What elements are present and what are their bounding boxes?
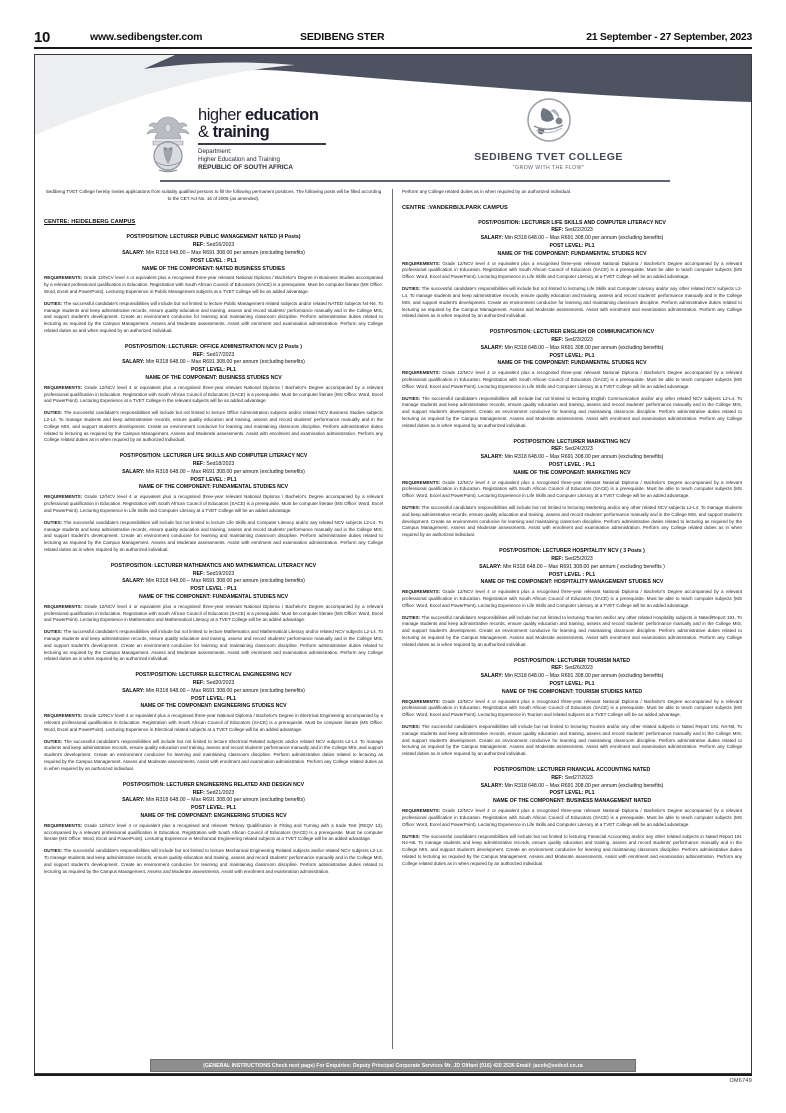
- job-duties-label: DUTIES:: [402, 614, 421, 620]
- job-duties-label: DUTIES:: [44, 848, 63, 854]
- job-duties: [402, 834, 742, 868]
- job-duties: [402, 286, 742, 320]
- job-salary-label: SALARY:: [122, 249, 145, 256]
- advert-body: [35, 189, 751, 1049]
- job-title: POST/POSITION: LECTURER ENGLISH OR COMMUNICATION NCV: [489, 329, 655, 336]
- job-ref-label: REF:: [192, 461, 205, 468]
- job-salary-value: Min R318 648.00 – Max R691 308.00 per annum (excluding benefits): [144, 797, 305, 804]
- job-duties: [44, 520, 383, 554]
- job-ref: [44, 242, 383, 250]
- job-requirements-label: REQUIREMENTS:: [402, 260, 441, 266]
- job-requirements-label: REQUIREMENTS:: [402, 479, 441, 485]
- job-component: NAME OF THE COMPONENT: FUNDAMENTAL STUDIES NCV: [497, 360, 647, 367]
- job-requirements-label: REQUIREMENTS:: [44, 494, 83, 500]
- dhet-department-block: [198, 148, 326, 173]
- job-post-level: POST LEVEL : PL1: [548, 462, 596, 469]
- job-salary: [44, 578, 383, 586]
- job-duties-label: DUTIES:: [44, 738, 63, 744]
- job-salary: [402, 673, 742, 681]
- job-requirements-text: Grade 12/NCV level 4 or equivalent plus a recognised three-year relevant National Diploma / Bachelor's Degree accompanied by a relevant professional qualification in Education. Registration with South African Council of Educators (SACE) is a prerequisite. Must be able to teach computer subjects (MS Office: Word, Excel and PowerPoint). Lecturing Experience in Life Skills and Computer Literacy at a TVET College will be an added advantage.: [402, 370, 742, 389]
- job-requirements: [44, 494, 383, 514]
- dhet-divider: [198, 143, 326, 145]
- job-requirements: [44, 275, 383, 295]
- job-requirements-label: REQUIREMENTS:: [402, 808, 441, 814]
- job-posting: [402, 329, 742, 429]
- job-ref-label: REF:: [551, 665, 564, 672]
- job-title: POST/POSITION: LECTURER TOURISM NATED: [514, 657, 630, 664]
- job-requirements-text: Grade 12/NCV level 4 or equivalent plus a recognised three-year relevant National Diploma / Bachelor's Degree accompanied by a relevant professional qualification in Education. Registration with South African Council of Educators (SACE) is a prerequisite. Must be computer literate (MS Office: Word, Excel and PowerPoint). Lecturing Experience in Life Skills and Computer Literacy at a TVET College will be an added advantage.: [44, 494, 383, 513]
- page-number: 10: [34, 28, 51, 46]
- job-duties-label: DUTIES:: [402, 286, 421, 292]
- job-salary: [402, 235, 742, 243]
- dhet-department-name: Higher Education and Training: [198, 156, 280, 164]
- job-requirements-text: Grade 12/NCV level 4 or equivalent plus a recognised three-year relevant National Diploma / Bachelor's Degree in Business Studies accompanied by a relevant professional qualification in Education. Registration with South African Council of Educators (SACE) is a prerequisite. Must be computer literate (MS Office: Word, Excel and PowerPoint). Lecturing Experience in Public Management subjects at a TVET College will be an added advantage.: [44, 275, 383, 294]
- job-salary-value: Min R318 648.00 – Max R691 308.00 per annum (excluding benefits): [144, 249, 305, 256]
- job-duties-text: The successful candidate's responsibilities will include but not limited to lecture Public Management related subjects and/or related NATED subjects N4-N6. To manage students and keep administrative records, ensure quality education and training, assess and record students' performance manually and in the College MIS, and support student's development. Create an environment conducive for learning and maintaining classroom discipline. Perform administrative duties related to lecturing as required by the Campus Management. Assess and Moderate assessments. Assist with enrolment and examination administration. Perform any College related duties as and when required by an authorized individual.: [44, 300, 383, 333]
- south-africa-coat-of-arms-icon: [145, 115, 191, 173]
- job-requirements-label: REQUIREMENTS:: [402, 370, 441, 376]
- job-ref: [44, 352, 383, 360]
- job-requirements-label: REQUIREMENTS:: [44, 822, 83, 828]
- job-ref-value: Sed18/2023: [204, 461, 235, 468]
- job-salary-value: Min R318 648.00 – Max R691 308.00 per annum (excluding benefits): [503, 344, 664, 351]
- job-requirements: [44, 604, 383, 624]
- job-duties-label: DUTIES:: [402, 724, 421, 730]
- job-salary-label: SALARY:: [480, 673, 504, 680]
- job-posting-header: [44, 563, 383, 602]
- job-salary-label: SALARY:: [122, 687, 145, 694]
- job-post-level: POST LEVEL: PL1: [549, 790, 595, 797]
- job-posting-header: [402, 658, 742, 697]
- job-posting: [402, 658, 742, 758]
- job-requirements-text: Grade 12/NCV level 4 or equivalent plus a recognised and relevant Tertiary Qualification in Fitting and Turning with a trade Test (REQV 13), accompanied by a relevant professional qualification in Education. Registration with South African Council of Educators (SACE) is a prerequisite. Must be computer literate (MS Office: Word, Excel and PowerPoint). Lecturing Experience in Mechanical Engineering related subjects at a TVET College will be an added advantage.: [44, 822, 383, 842]
- dhet-title-line1-bold: education: [240, 105, 319, 124]
- college-slogan: "GROW WITH THE FLOW": [512, 165, 585, 171]
- job-requirements-text: Grade 12/NCV level 4 or equivalent plus a recognised three-year National Diploma / Bachelor's Degree in Electrical Engineering accompanied by a relevant professional qualification in Education. Registration with South African Council of Educators (SACE) is a prerequisite. Must be computer literate (MS Office: Word, Excel and PowerPoint). Lecturing Experience in Electrical related subjects at a TVET College will be an added advantage.: [44, 713, 383, 732]
- intro-paragraph: Sedibeng TVET College hereby invites applications from suitably qualified persons to fill the following permanent positions. The following posts will be filled according to the CET Act No. 16 of 2006 (as amended).: [45, 189, 382, 201]
- job-duties: [402, 724, 742, 758]
- job-title: POST/POSITION: LECTURER ENGINEERING RELATED AND DESIGN NCV: [122, 781, 305, 788]
- job-posting: [402, 220, 742, 320]
- centre-heading-heidelberg: CENTRE: HEIDELBERG CAMPUS: [44, 219, 136, 226]
- job-ref-label: REF:: [551, 555, 564, 562]
- job-salary: [402, 564, 742, 572]
- job-post-level: POST LEVEL: PL1: [549, 243, 595, 250]
- job-requirements: [402, 261, 742, 281]
- job-component: NAME OF THE COMPONENT: HOSPITALITY MANAGEMENT STUDIES NCV: [480, 579, 664, 586]
- job-ref-label: REF:: [192, 789, 205, 796]
- job-component: NAME OF THE COMPONENT: ENGINEERING STUDIES NCV: [140, 703, 287, 710]
- job-salary: [44, 688, 383, 696]
- job-salary-label: SALARY:: [479, 563, 502, 570]
- job-posting: [44, 453, 383, 553]
- job-ref-label: REF:: [551, 336, 564, 343]
- left-centre-heading-wrap: [44, 210, 383, 234]
- job-ref: [402, 775, 742, 783]
- job-duties: [44, 629, 383, 663]
- job-ref: [402, 556, 742, 564]
- job-duties-text: The successful candidate's responsibilities will include but not limited to lecture Office Administration subjects and/or related NCV Business Studies subjects L2-L4. To manage students and keep administrative records, ensure quality education and training, assess and record students' performance manually and in the College MIS, and support student's development. Create an environment conducive for learning and maintaining classroom discipline. Perform administrative duties related to lecturing as required by the Campus Management. Assess and Moderate assessments. Assist with enrolment and examination administration. Perform any College related duties as in when required by an authorized individual.: [44, 410, 383, 443]
- job-posting: [44, 234, 383, 334]
- job-duties-text: The successful candidate's responsibilities will include but not limited to lecture Electrical Related subjects and/or related NCV subjects L2-L4. To manage students and keep administrative records, ensure quality education and training, assess and record students' performance manually and in the College MIS, and support student's development. Create an environment conducive for learning and maintaining classroom discipline. Perform administrative duties related to lecturing as required by the Campus Management. Assess and Moderate assessments. Assist with enrolment and examination administration. Perform any College related duties as in when required by an authorized individual.: [44, 738, 383, 771]
- masthead-publication-title: SEDIBENG STER: [300, 31, 385, 43]
- job-title: POST/POSITION: LECTURER LIFE SKILLS AND COMPUTER LITERACY NCV: [478, 219, 666, 226]
- job-ref-label: REF:: [551, 774, 564, 781]
- job-posting-header: [44, 234, 383, 273]
- job-posting-header: [44, 782, 383, 821]
- job-duties: [402, 615, 742, 649]
- job-title: POST/POSITION: LECTURER FINANCIAL ACCOUNTING NATED: [493, 767, 651, 774]
- job-duties: [44, 739, 383, 773]
- job-ref-label: REF:: [192, 680, 205, 687]
- centre-heading-vanderbijlpark: CENTRE :VANDERBIJLPARK CAMPUS: [402, 204, 508, 211]
- job-posting: [44, 672, 383, 772]
- job-requirements: [402, 808, 742, 828]
- left-post-list: [44, 234, 383, 875]
- job-ref-value: Sed21/2023: [204, 789, 235, 796]
- job-requirements: [44, 385, 383, 405]
- job-salary: [402, 783, 742, 791]
- job-post-level: POST LEVEL: PL1: [549, 680, 595, 687]
- dhet-title-line1: higher: [198, 105, 241, 124]
- job-ref: [402, 227, 742, 235]
- job-duties-text: The successful candidate's responsibilities will include but not limited to lecturing Financial Accounting and/or any other related subjects in Nated Report 191 N4-N6. To manage students and keep administrative records, ensure quality education and training, assess and record students' performance manually and in the College MIS, and support student's development. Create an environment conducive for learning and maintaining classroom discipline. Perform administrative duties related to lecturing as required by the Campus Management. Assess and Moderate assessments. Assist with enrolment and examination administration. Perform any College related duties as in when required by an authorized individual.: [402, 833, 742, 866]
- dhet-logo-block: [145, 107, 326, 173]
- job-duties-label: DUTIES:: [402, 395, 421, 401]
- job-salary-value: Min R318 648.00 – Max R691 308.00 per annum (excluding benefits): [503, 673, 664, 680]
- job-ref: [44, 571, 383, 579]
- job-post-level: POST LEVEL: PL1: [191, 805, 236, 812]
- job-ref: [44, 790, 383, 798]
- job-ref-value: Sed26/2023: [563, 665, 593, 672]
- job-title: POST/POSITION: LECTURER PUBLIC MANAGEMENT NATED (4 Posts): [126, 234, 301, 241]
- job-requirements: [402, 480, 742, 500]
- job-duties-text: The successful candidate's responsibilities will include but not limited to lecturing Life Skills and Computer Literacy and/or any other related NCV subjects L2-L4. To manage students and keep administrative records, ensure quality education and training, assess and record students' performance manually and in the College MIS, and support student's development. Create an environment conducive for learning and maintaining classroom discipline. Perform administrative duties related to lecturing as required by the Campus Management. Assess and Moderate assessments. Assist with enrolment and examination administration. Perform any College related duties as in when required by an authorized individual.: [402, 286, 742, 319]
- dhet-department-label: Department:: [198, 147, 232, 155]
- job-requirements-text: Grade 12/NCV level 4 or equivalent plus a recognised three-year relevant National Diploma / Bachelor's Degree accompanied by a relevant professional qualification in Education. Registration with South African Council of Educators (SACE) is a prerequisite. Must be able to teach computer subjects (MS Office: Word, Excel and PowerPoint). Lecturing Experience in Life Skills and Computer Literacy at a TVET College will be an added advantage.: [402, 479, 742, 499]
- job-title: POST/POSITION: LECTURER MARKETING NCV: [513, 438, 631, 445]
- dhet-title: [198, 107, 326, 141]
- job-posting: [402, 767, 742, 867]
- job-post-level: POST LEVEL : PL1: [190, 476, 237, 483]
- job-title: POST/POSITION: LECTURER HOSPITALITY NCV ( 3 Posts ): [499, 548, 645, 555]
- job-duties-label: DUTIES:: [44, 410, 63, 416]
- job-salary: [44, 469, 383, 477]
- sedibeng-college-mark-icon: [523, 94, 575, 146]
- masthead-divider: [34, 47, 752, 49]
- job-duties-text: The successful candidate's responsibilities will include but not limited to lecturing English Communication and/or any other related NCV subjects L2-L4. To manage students and keep administrative records, ensure quality education and training, assess and record students' performance manually and in the College MIS, and support student's development. Create an environment conducive for learning and maintaining classroom discipline. Perform administrative duties related to lecturing as required by the Campus Management. Assess and Moderate assessments. Assist with enrolment and examination administration. Perform any College related duties as in when required by an authorized individual.: [402, 395, 742, 428]
- job-posting: [44, 563, 383, 663]
- job-salary-value: Min R318 648.00 – Max R691 308.00 per annum (excluding benefits): [144, 468, 305, 475]
- job-requirements-text: Grade 12/NCV level 4 or equivalent plus a recognised three-year relevant National Diploma / Bachelor's Degree accompanied by a relevant professional qualification in Education. Registration with South African Council of Educators (SACE) is a prerequisite. Must be able to teach computer subjects (MS Office: Word, Excel and PowerPoint). Lecturing Experience in Life Skills and Computer Literacy at a TVET College will be an added advantage.: [402, 808, 742, 827]
- job-requirements: [402, 589, 742, 609]
- job-salary-value: Min R318 648.00 – Max R691 308.00 per annum (excluding benefits): [503, 235, 664, 242]
- job-salary-label: SALARY:: [480, 454, 504, 461]
- job-requirements-text: Grade 12/NCV level 4 or equivalent plus a recognised three-year relevant National Diploma / Bachelor's Degree accompanied by a relevant professional qualification in Education. Registration with South African Council of Educators (SACE) is a prerequisite. Must be able to teach computer subjects (MS Office: Word, Excel and PowerPoint). Lecturing Experience in Life Skills and Computer Literacy at a TVET College will be an added advantage.: [402, 260, 742, 280]
- job-posting-header: [402, 220, 742, 259]
- job-requirements-label: REQUIREMENTS:: [402, 698, 441, 704]
- job-ref-value: Sed27/2023: [563, 774, 593, 781]
- job-duties: [44, 301, 383, 335]
- job-ref-value: Sed22/2023: [563, 227, 593, 234]
- job-component: NAME OF THE COMPONENT: BUSINESS STUDIES NCV: [145, 374, 282, 381]
- job-requirements-label: REQUIREMENTS:: [402, 589, 441, 595]
- job-duties-label: DUTIES:: [44, 629, 63, 635]
- job-duties-label: DUTIES:: [402, 833, 421, 839]
- job-duties-text: The successful candidate's responsibilities will include but not limited to lecture Mechanical Engineering Related subjects and/or related NCV subjects L2-L4. To manage students and keep administrative records, ensure quality education and training, assess and record students' performance manually and in the College MIS, and support student's development. Create an environment conducive for learning and maintaining classroom discipline. Perform administrative duties related to lecturing as required by the Campus Management. Assess and Moderate assessments. Assist with enrolment and examination administration.: [44, 848, 383, 874]
- job-salary-value: Min R318 648.00 – Max R691 308.00 per annum ( excluding benefits ): [501, 563, 665, 570]
- job-ref: [44, 680, 383, 688]
- job-duties-text: The successful candidate's responsibilities will include but not limited to lecturing Marketing and/or any other related NCV subjects L2-L4. To manage students and keep administrative records, ensure quality education and training, assess and record students' performance manually and in the College MIS, and support student's development. Create an environment conducive for learning and maintaining classroom discipline. Perform administrative duties related to lecturing as required by the Campus Management. Assess and Moderate assessments. Assist with enrolment and examination administration. Perform any College related duties as in when required by an authorized individual.: [402, 505, 742, 538]
- dhet-title-line2-bold: training: [208, 122, 270, 141]
- job-ref-value: Sed19/2023: [204, 570, 235, 577]
- job-posting-header: [44, 672, 383, 711]
- job-title: POST/POSITION: LECTURER LIFE SKILLS AND COMPUTER LITERACY NCV: [119, 453, 308, 460]
- job-component: NAME OF THE COMPONENT: MARKETING NCV: [513, 469, 631, 476]
- right-post-list: [402, 220, 742, 868]
- job-salary-label: SALARY:: [122, 797, 145, 804]
- job-ref: [402, 446, 742, 454]
- job-posting: [44, 782, 383, 876]
- job-requirements-label: REQUIREMENTS:: [44, 713, 83, 719]
- job-duties-text: The successful candidate's responsibilities will include but not limited to lecturing Tourism and/or any other related subjects in Nated Report 191. N4-N6. To manage students and keep administrative records, ensure quality education and training, assess and record students' performance manually and in the College MIS, and support student's development. Create an environment conducive for learning and maintaining classroom discipline. Perform administrative duties related to lecturing as required by the Campus Management. Assess and Moderate assessments. Assist with enrolment and examination administration. Perform any College related duties as in when required by an authorized individual.: [402, 724, 742, 757]
- footer-divider: [34, 1074, 752, 1076]
- footer-instructions-text: (GENERAL INSTRUCTIONS Check next page) For Enquiries: Deputy Principal Corporate Services Mr. JD Olifant (016) 420 2536 Email: jacob@sedcol.co.za: [203, 1062, 583, 1069]
- dhet-title-line2: &: [198, 122, 209, 141]
- job-title: POST/POSITION: LECTURER: OFFICE ADMINISTRATION NCV (2 Posts ): [125, 343, 302, 350]
- job-salary-label: SALARY:: [122, 578, 145, 585]
- job-salary-label: SALARY:: [480, 344, 504, 351]
- job-ref-label: REF:: [192, 242, 205, 249]
- job-requirements-label: REQUIREMENTS:: [44, 275, 83, 281]
- job-ref-label: REF:: [192, 351, 205, 358]
- job-salary: [44, 797, 383, 805]
- job-salary-value: Min R318 648.00 – Max R691 308.00 per annum (excluding benefits): [503, 454, 664, 461]
- job-ref: [402, 337, 742, 345]
- job-duties: [44, 410, 383, 444]
- job-requirements: [402, 699, 742, 719]
- job-ref: [402, 665, 742, 673]
- right-column: [393, 189, 751, 1049]
- job-ref-label: REF:: [551, 227, 564, 234]
- job-requirements-text: Grade 12/NCV level 4 or equivalent plus a recognised three-year relevant National Diploma / Bachelor's Degree accompanied by a relevant professional qualification in Education. Registration with South African Council of Educators (SACE) is a prerequisite. Must be able to teach computer subjects (MS Office: Word, Excel and PowerPoint). Lecturing Experience in Tourism and related subjects at a TVET College will be an added advantage.: [402, 698, 742, 718]
- job-title: POST/POSITION: LECTURER MATHEMATICS AND MATHEMATICAL LITERACY NCV: [110, 562, 317, 569]
- job-salary: [402, 454, 742, 462]
- job-requirements: [44, 823, 383, 843]
- job-component: NAME OF THE COMPONENT: FUNDAMENTAL STUDIES NCV: [497, 250, 647, 257]
- job-duties-text: The successful candidate's responsibilities will include but not limited to lecture Life Skills and Computer Literacy and/or any related NCV subjects L2-L4. To manage students and keep administrative records, ensure quality education and training, assess and record students' performance manually and in the College MIS, and support student's development. Create an environment conducive for learning and maintaining classroom discipline. Perform administrative duties related to lecturing as required by the Campus Management. Assess and Moderate assessments. Assist with enrolment and examination administration. Perform any College related duties as in when required by an authorized individual.: [44, 519, 383, 552]
- job-salary-label: SALARY:: [480, 235, 504, 242]
- job-post-level: POST LEVEL : PL1: [190, 257, 237, 264]
- footer-instructions-bar[interactable]: [150, 1059, 636, 1072]
- job-salary: [402, 345, 742, 353]
- job-component: NAME OF THE COMPONENT: TOURISM STUDIES NATED: [501, 688, 643, 695]
- job-posting: [402, 439, 742, 539]
- banner-baseline-rule: [160, 180, 670, 182]
- job-posting-header: [44, 453, 383, 492]
- job-post-level: POST LEVEL: PL1: [549, 352, 595, 359]
- job-salary-value: Min R318 648.00 – Max R691 308.00 per annum (excluding benefits): [144, 687, 305, 694]
- dhet-country: REPUBLIC OF SOUTH AFRICA: [198, 164, 293, 172]
- job-posting-header: [402, 439, 742, 478]
- job-post-level: POST LEVEL: PL1: [191, 695, 236, 702]
- job-ref-label: REF:: [551, 446, 564, 453]
- job-salary-value: Min R318 648.00 – Max R691 308.00 per annum (excluding benefits): [503, 782, 664, 789]
- right-top-continuation: Perform any College related duties as in when required by an authorized individual.: [402, 189, 572, 194]
- job-posting-header: [402, 329, 742, 368]
- job-duties-label: DUTIES:: [44, 300, 63, 306]
- job-component: NAME OF THE COMPONENT: NATED BUSINESS STUDIES: [142, 265, 285, 272]
- job-requirements-text: Grade 12/NCV level 4 or equivalent plus a recognised three-year relevant National Diploma / Bachelor's Degree accompanied by a relevant professional qualification in Education. Registration with South African Council of Educators (SACE) is a prerequisite. Must be computer literate (MS Office: Word, Excel and PowerPoint). Lecturing Experience in Mathematics and Mathematical Literacy at a TVET College will be an added advantage.: [44, 603, 383, 623]
- job-title: POST/POSITION: LECTURER ELECTRICAL ENGINEERING NCV: [135, 672, 292, 679]
- job-component: NAME OF THE COMPONENT: BUSINESS MANAGEMENT NATED: [492, 798, 652, 805]
- job-requirements: [402, 370, 742, 390]
- job-ref-value: Sed16/2023: [204, 242, 235, 249]
- left-column: [35, 189, 393, 1049]
- job-requirements-text: Grade 12/NCV level 4 or equivalent plus a recognised three-year relevant National Diploma / Bachelor's Degree accompanied by a relevant professional qualification in Education. Registration with South African Council of Educators (SACE) is a prerequisite. Must be computer literate (MS Office: Word, Excel and PowerPoint). Lecturing Experience at a TVET College in the relevant subjects will be an added advantage.: [44, 384, 383, 404]
- job-posting-header: [44, 344, 383, 383]
- job-ref-value: Sed17/2023: [204, 351, 235, 358]
- job-component: NAME OF THE COMPONENT: FUNDAMENTAL STUDIES NCV: [138, 593, 289, 600]
- job-salary: [44, 359, 383, 367]
- job-requirements-label: REQUIREMENTS:: [44, 384, 83, 390]
- job-duties: [44, 848, 383, 875]
- job-post-level: POST LEVEL: PL1: [191, 367, 236, 374]
- job-duties: [402, 505, 742, 539]
- job-requirements-text: Grade 12/NCV level 4 or equivalent plus a recognised three-year relevant National Diploma / Bachelor's Degree accompanied by a relevant professional qualification in Education. Registration with South African Council of Educators (SACE) is a prerequisite. Must be able to teach computer subjects (MS Office: Word, Excel and PowerPoint). Lecturing Experience in Life Skills and Computer Literacy at a TVET College will be an added advantage.: [402, 589, 742, 608]
- college-name: SEDIBENG TVET COLLEGE: [474, 151, 623, 163]
- job-salary-value: Min R318 648.00 – Max R691 308.00 per annum (excluding benefits): [144, 359, 305, 366]
- job-post-level: POST LEVEL : PL1: [548, 571, 596, 578]
- masthead-date-range: 21 September - 27 September, 2023: [586, 31, 752, 43]
- job-ref-value: Sed20/2023: [204, 680, 235, 687]
- job-post-level: POST LEVEL : PL1: [190, 586, 237, 593]
- job-duties: [402, 396, 742, 430]
- advert-banner: [35, 55, 751, 187]
- job-duties-text: The successful candidate's responsibilities will include but not limited to lecturing Tourism and/or any other related Hospitality subjects in Nated/Report 191. To manage students and keep administrative records, ensure quality education and training, assess and record students' performance manually and in the College MIS, and support student's development. Create an environment conducive for learning and maintaining classroom discipline. Perform administrative duties related to lecturing as required by the Campus Management. Assess and Moderate assessments. Assist with enrolment and examination administration. Perform any College related duties as in when required by an authorized individual.: [402, 614, 742, 647]
- job-duties-label: DUTIES:: [402, 505, 421, 511]
- job-salary: [44, 250, 383, 258]
- job-salary-label: SALARY:: [480, 782, 504, 789]
- masthead-website: www.sedibengster.com: [90, 31, 203, 43]
- job-component: NAME OF THE COMPONENT: FUNDAMENTAL STUDIES NCV: [138, 484, 289, 491]
- job-ref-label: REF:: [192, 570, 205, 577]
- job-requirements-label: REQUIREMENTS:: [44, 603, 83, 609]
- job-duties-text: The successful candidate's responsibilities will include but not limited to lecture Mathematics and Mathematical Literacy and/or related NCV subjects L2-L4. To manage students and keep administrative records, ensure quality education and training, assess and record students' performance manually and in the College MIS, and support student's development. Create an environment conducive for learning and maintaining classroom discipline. Perform administrative duties related to lecturing as required by the Campus Management. Assess and Moderate assessments. Assist with enrolment and examination administration. Perform any College related duties as in when required by an authorized individual.: [44, 629, 383, 662]
- job-posting: [44, 344, 383, 444]
- job-ref-value: Sed24/2023: [563, 446, 593, 453]
- job-posting: [402, 548, 742, 648]
- job-requirements: [44, 713, 383, 733]
- job-salary-value: Min R318 648.00 – Max R691 308.00 per annum (excluding benefits): [144, 578, 305, 585]
- job-duties-label: DUTIES:: [44, 519, 63, 525]
- footer-ad-code: OM6749: [729, 1078, 752, 1084]
- job-salary-label: SALARY:: [122, 468, 145, 475]
- job-ref-value: Sed23/2023: [563, 336, 593, 343]
- job-posting-header: [402, 548, 742, 587]
- job-ref: [44, 461, 383, 469]
- job-salary-label: SALARY:: [122, 359, 145, 366]
- job-ref-value: Sed25/2023: [563, 555, 593, 562]
- college-logo-block: [474, 94, 623, 171]
- job-posting-header: [402, 767, 742, 806]
- job-component: NAME OF THE COMPONENT: ENGINEERING STUDIES NCV: [140, 812, 287, 819]
